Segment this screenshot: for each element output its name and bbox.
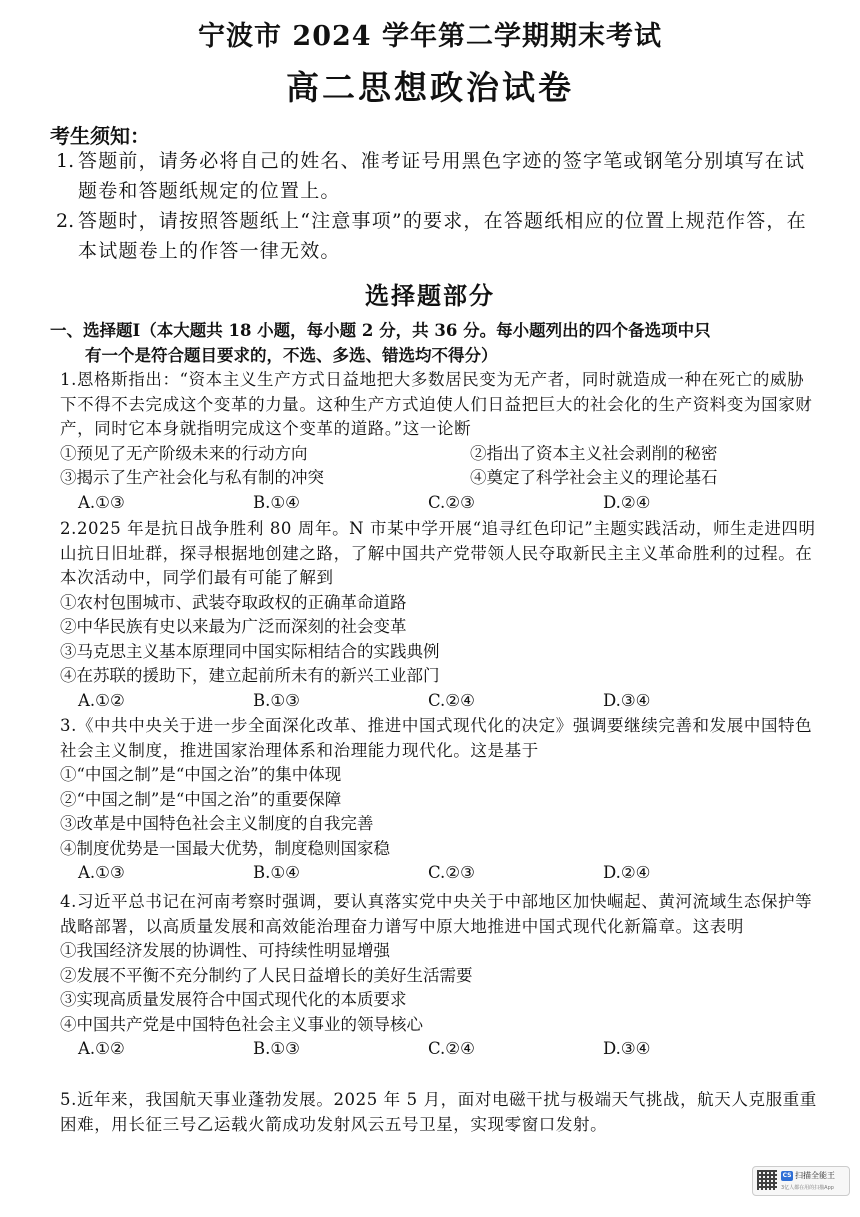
question-option: ④制度优势是一国最大优势，制度稳则国家稳	[60, 838, 390, 858]
answer-choice-b: B.①③	[253, 690, 300, 710]
answer-choice-d: D.③④	[603, 1039, 651, 1058]
notice-item	[56, 146, 816, 206]
answer-choice-b: B.①④	[253, 492, 300, 512]
scanner-app-name: 扫描全能王	[795, 1171, 835, 1180]
answer-choice-d: D.②④	[603, 492, 651, 512]
qr-code-icon	[757, 1170, 777, 1190]
answer-choice-a: A.①②	[78, 690, 125, 710]
section-title: 选择题部分	[365, 281, 495, 310]
part-instructions-line1: 一、选择题Ⅰ（本大题共 18 小题，每小题 2 分，共 36 分。每小题列出的四个备选项中只	[50, 321, 711, 340]
answer-choice-c: C.②③	[428, 863, 475, 882]
notice-heading: 考生须知：	[50, 124, 150, 148]
answer-choice-d: D.③④	[603, 690, 651, 710]
question-option: ④中国共产党是中国特色社会主义事业的领导核心	[60, 1014, 423, 1034]
notice-item-number: 2.	[56, 210, 75, 232]
question-option: ③实现高质量发展符合中国式现代化的本质要求	[60, 990, 407, 1009]
paper-title: 高二思想政治试卷	[286, 68, 574, 107]
question-1	[60, 368, 820, 515]
question-option: ②指出了资本主义社会剥削的秘密	[470, 443, 718, 463]
answer-choice-b: B.①④	[253, 863, 300, 882]
question-option: ①“中国之制”是“中国之治”的集中体现	[60, 765, 342, 784]
question-2	[60, 517, 820, 713]
question-stem: 3.《中共中央关于进一步全面深化改革、推进中国式现代化的决定》强调要继续完善和发展中国特色社会主义制度，推进国家治理体系和治理能力现代化。这是基于	[60, 716, 813, 760]
question-option: ④奠定了科学社会主义的理论基石	[470, 468, 718, 487]
part-instructions-line2: 有一个是符合题目要求的，不选、多选、错选均不得分）	[85, 346, 498, 365]
question-option: ①农村包围城市、武装夺取政权的正确革命道路	[60, 592, 407, 612]
question-option: ④在苏联的援助下，建立起前所未有的新兴工业部门	[60, 666, 440, 685]
question-option: ③揭示了生产社会化与私有制的冲突	[60, 468, 324, 487]
scanner-watermark	[752, 1166, 850, 1196]
question-option: ③改革是中国特色社会主义制度的自我完善	[60, 814, 374, 833]
notice-item	[56, 206, 816, 266]
question-stem: 5.近年来，我国航天事业蓬勃发展。2025 年 5 月，面对电磁干扰与极端天气挑战，航天人克服重重困难，用长征三号乙运载火箭成功发射风云五号卫星，实现零窗口发射。	[60, 1090, 817, 1134]
answer-choice-c: C.②④	[428, 1039, 475, 1058]
answer-choice-c: C.②④	[428, 690, 475, 710]
answer-choice-a: A.①②	[78, 1039, 125, 1058]
scanner-app-icon: CS	[782, 1172, 792, 1179]
answer-choice-d: D.②④	[603, 863, 651, 882]
question-stem: 1.恩格斯指出：“资本主义生产方式日益地把大多数居民变为无产者，同时就造成一种在死亡的威胁下不得不去完成这个变革的力量。这种生产方式迫使人们日益把巨大的社会化的生产资料变为国家财产，同时它本身就指明完成这个变革的道路。”这一论断	[60, 370, 813, 438]
answer-choice-b: B.①③	[253, 1039, 300, 1058]
scanner-app-tagline: 3亿人都在用的扫描App	[781, 1185, 834, 1191]
question-option: ③马克思主义基本原理同中国实际相结合的实践典例	[60, 641, 440, 661]
answer-choice-c: C.②③	[428, 492, 475, 512]
question-option: ②发展不平衡不充分制约了人民日益增长的美好生活需要	[60, 965, 473, 985]
answer-choice-a: A.①③	[78, 492, 125, 512]
notice-item-number: 1.	[56, 150, 75, 172]
question-3	[60, 714, 820, 886]
answer-choice-a: A.①③	[78, 863, 125, 882]
question-5	[60, 1088, 820, 1137]
question-4	[60, 890, 820, 1062]
question-option: ②“中国之制”是“中国之治”的重要保障	[60, 789, 342, 809]
notice-item-text: 答题时，请按照答题纸上“注意事项”的要求，在答题纸相应的位置上规范作答，在本试题卷上的作答一律无效。	[78, 210, 807, 262]
question-stem: 4.习近平总书记在河南考察时强调，要认真落实党中央关于中部地区加快崛起、黄河流域生态保护等战略部署，以高质量发展和高效能治理奋力谱写中原大地推进中国式现代化新篇章。这表明	[60, 892, 813, 936]
question-stem: 2.2025 年是抗日战争胜利 80 周年。N 市某中学开展“追寻红色印记”主题实践活动，师生走进四明山抗日旧址群，探寻根据地创建之路，了解中国共产党带领人民夺取新民主主义革命胜利的过程。在本次活动中，同学们最有可能了解到	[60, 519, 816, 587]
question-option: ①预见了无产阶级未来的行动方向	[60, 443, 308, 463]
notice-item-text: 答题前，请务必将自己的姓名、准考证号用黑色字迹的签字笔或钢笔分别填写在试题卷和答题纸规定的位置上。	[78, 150, 806, 202]
question-option: ②中华民族有史以来最为广泛而深刻的社会变革	[60, 617, 407, 636]
question-option: ①我国经济发展的协调性、可持续性明显增强	[60, 941, 390, 960]
exam-title: 宁波市 2024 学年第二学期期末考试	[198, 21, 662, 52]
part-instructions	[50, 318, 820, 368]
